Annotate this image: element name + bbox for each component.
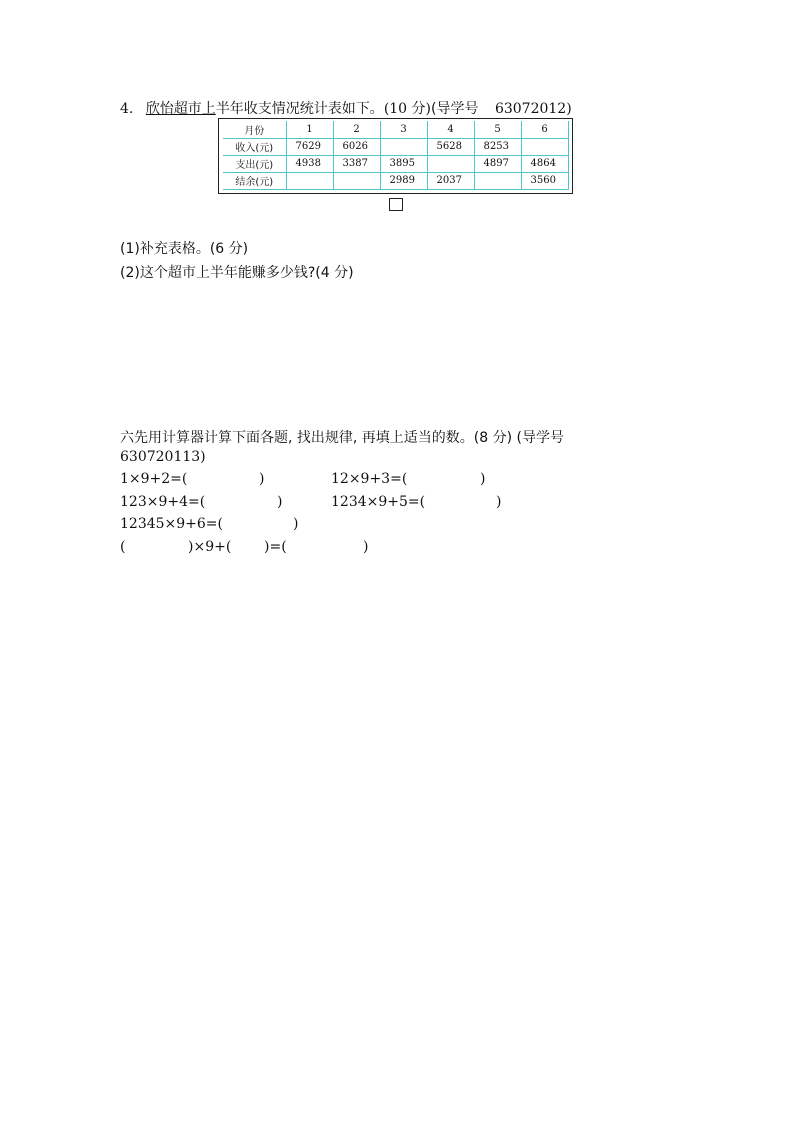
month-cell: 6: [521, 121, 568, 138]
row-label: 结余(元): [223, 172, 286, 189]
equation-1: [120, 471, 187, 487]
title-underlined: 欣怡超市上: [145, 101, 216, 117]
value-cell: 3560: [521, 172, 568, 189]
title-rest: 半年收支情况统计表如下。: [215, 101, 384, 117]
equation-6-middle: )×9+(: [188, 539, 232, 555]
month-cell: 2: [333, 121, 380, 138]
month-cell: 4: [427, 121, 474, 138]
equation-6-open: (: [120, 539, 126, 555]
equation-6-equals: )=(: [264, 539, 287, 555]
month-cell: 5: [474, 121, 521, 138]
value-cell: [333, 172, 380, 189]
equation-4-close: ): [496, 494, 502, 510]
equation-6-close: ): [363, 539, 369, 555]
score: (10 分): [383, 101, 432, 117]
ref-label: (导学号: [431, 101, 479, 117]
row-label: 收入(元): [223, 138, 286, 155]
value-cell: [521, 138, 568, 155]
question-6-ref-id: 630720113): [120, 449, 206, 465]
table-row: [223, 155, 568, 172]
table-row: [223, 138, 568, 155]
question-number: 4.: [120, 101, 134, 117]
value-cell: 2989: [380, 172, 427, 189]
equation-5: 12345×9+6=(: [120, 516, 224, 532]
stats-table-frame: [218, 118, 573, 194]
value-cell: 2037: [427, 172, 474, 189]
month-cell: 3: [380, 121, 427, 138]
value-cell: 5628: [427, 138, 474, 155]
stats-table: [223, 121, 569, 190]
question-6-prompt: 六先用计算器计算下面各题, 找出规律, 再填上适当的数。(8 分) (导学号: [120, 430, 564, 446]
equation-2: 12×9+3=(: [331, 471, 408, 487]
value-cell: 7629: [286, 138, 333, 155]
equation-3: 123×9+4=(: [120, 494, 206, 510]
value-cell: [286, 172, 333, 189]
equation-text: 1×9+2=(: [120, 471, 188, 487]
question-4-title: [120, 98, 572, 118]
value-cell: 4864: [521, 155, 568, 172]
value-cell: [474, 172, 521, 189]
value-cell: 6026: [333, 138, 380, 155]
equation-3-close: ): [277, 494, 283, 510]
value-cell: 4938: [286, 155, 333, 172]
value-cell: [427, 155, 474, 172]
ref-id: 63072012): [494, 101, 572, 117]
equation-4: 1234×9+5=(: [331, 494, 426, 510]
equation-5-close: ): [293, 516, 299, 532]
value-cell: [380, 138, 427, 155]
value-cell: 4897: [474, 155, 521, 172]
month-cell: 1: [286, 121, 333, 138]
answer-checkbox[interactable]: [389, 198, 403, 211]
header-cell: 月份: [223, 121, 286, 138]
equation-2-close: ): [480, 471, 486, 487]
equation-1-close: ): [259, 471, 265, 487]
table-row: [223, 172, 568, 189]
row-label: 支出(元): [223, 155, 286, 172]
value-cell: 3387: [333, 155, 380, 172]
question-4-part-2: (2)这个超市上半年能赚多少钱?(4 分): [120, 265, 354, 281]
value-cell: 8253: [474, 138, 521, 155]
value-cell: 3895: [380, 155, 427, 172]
question-4-part-1: (1)补充表格。(6 分): [120, 241, 249, 257]
table-row: [223, 121, 568, 138]
